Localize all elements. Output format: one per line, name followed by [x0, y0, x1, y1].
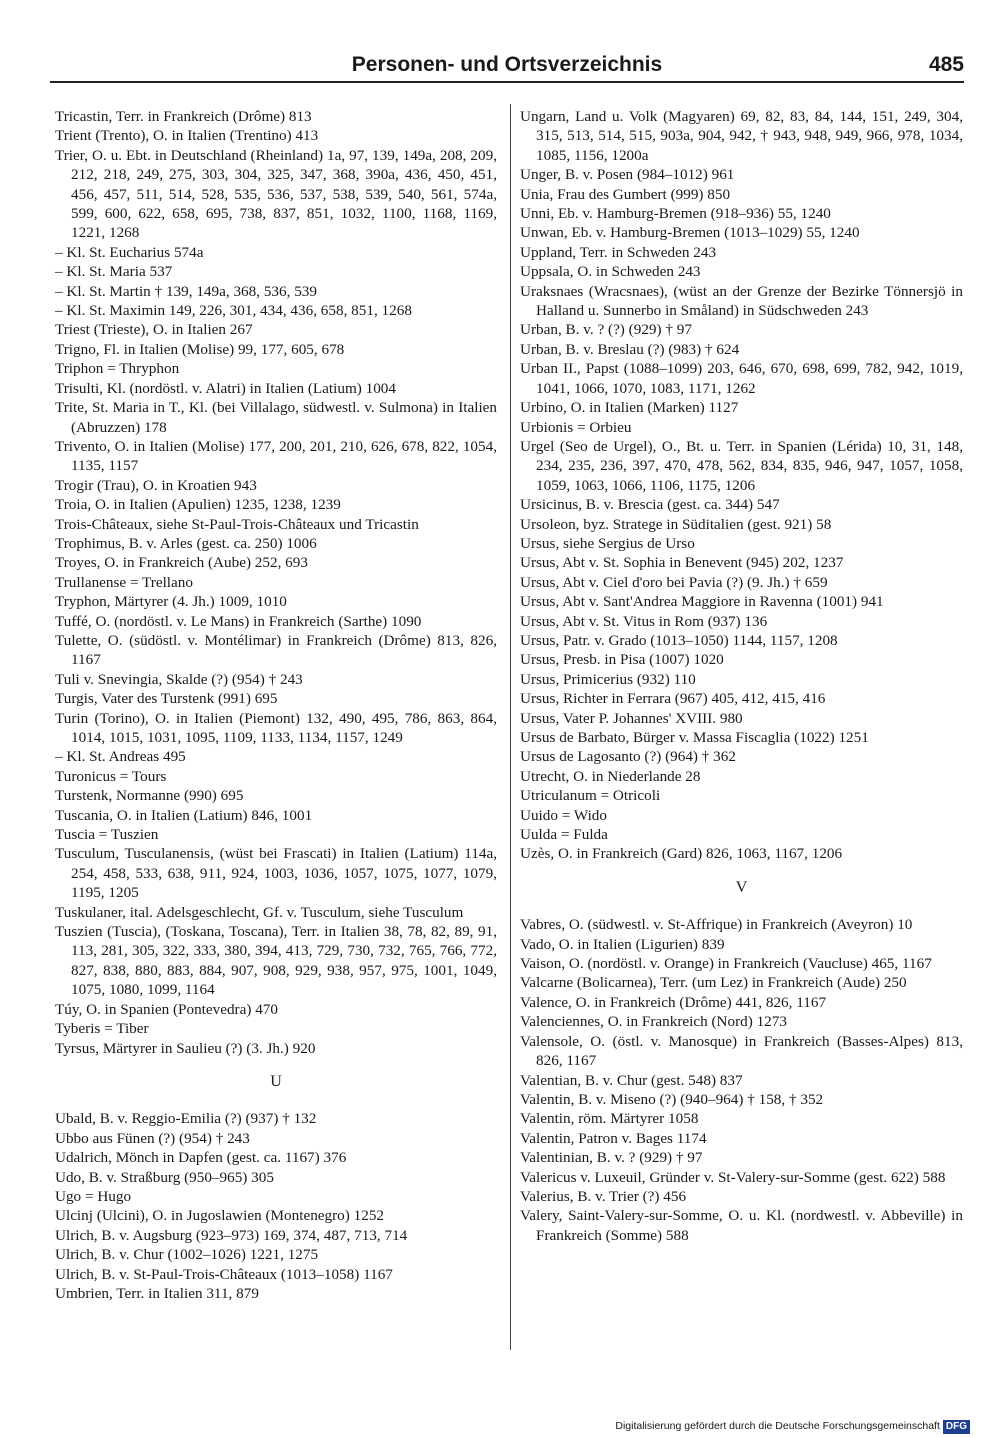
index-entry: Ursus, Abt v. Ciel d'oro bei Pavia (?) (9. Jh.) † 659: [520, 573, 828, 591]
index-entry: Turgis, Vater des Turstenk (991) 695: [55, 690, 278, 708]
index-entry: Ulrich, B. v. St-Paul-Trois-Châteaux (1013–1058) 1167: [55, 1265, 393, 1283]
index-entry: Uppland, Terr. in Schweden 243: [520, 243, 717, 261]
index-entry: Unwan, Eb. v. Hamburg-Bremen (1013–1029) 55, 1240: [520, 224, 860, 242]
index-entry: Valerius, B. v. Trier (?) 456: [520, 1187, 687, 1205]
index-entry: Triphon = Thryphon: [55, 360, 180, 378]
index-entry: Turonicus = Tours: [55, 767, 167, 785]
index-entry: Urbino, O. in Italien (Marken) 1127: [520, 399, 739, 417]
index-entry: Ursus, Abt v. St. Sophia in Benevent (945) 202, 1237: [520, 554, 844, 572]
index-entry: Tuli v. Snevingia, Skalde (?) (954) † 243: [55, 670, 303, 688]
left-column: [55, 107, 497, 1303]
index-entry: Tyberis = Tiber: [55, 1020, 149, 1038]
left-entries: [55, 107, 497, 1058]
index-entry: Ursus, Presb. in Pisa (1007) 1020: [520, 651, 724, 669]
index-entry: Uuido = Wido: [520, 806, 607, 824]
index-entry: Ursus, Abt v. St. Vitus in Rom (937) 136: [520, 612, 768, 630]
index-entry: Unia, Frau des Gumbert (999) 850: [520, 185, 731, 203]
index-entry: Ursus de Barbato, Bürger v. Massa Fiscaglia (1022) 1251: [520, 729, 869, 746]
index-entry: Ulcinj (Ulcini), O. in Jugoslawien (Montenegro) 1252: [55, 1207, 385, 1225]
index-entry: Trite, St. Maria in T., Kl. (bei Villalago, südwestl. v. Sulmona) in Italien (Abruzzen) 178: [55, 399, 497, 436]
index-entry: Ursus, Richter in Ferrara (967) 405, 412, 415, 416: [520, 690, 826, 708]
page-header: [50, 52, 964, 82]
index-entry: – Kl. St. Martin † 139, 149a, 368, 536, 539: [55, 282, 317, 300]
index-entry: Utrecht, O. in Niederlande 28: [520, 767, 701, 785]
index-entry: Ugo = Hugo: [55, 1187, 132, 1205]
index-entry: Uraksnaes (Wracsnaes), (wüst an der Grenze der Bezirke Tönnersjö in Halland u. Sunnerbo in Småland) in Südschweden 243: [520, 282, 963, 320]
footer-text: Digitalisierung gefördert durch die Deutsche Forschungsgemeinschaft: [615, 1420, 940, 1432]
index-entry: Urbionis = Orbieu: [520, 418, 632, 436]
index-entry: Tulette, O. (südöstl. v. Montélimar) in Frankreich (Drôme) 813, 826, 1167: [55, 631, 497, 669]
index-entry: Ubbo aus Fünen (?) (954) † 243: [55, 1129, 250, 1147]
index-entry: Trogir (Trau), O. in Kroatien 943: [55, 476, 257, 494]
index-entry: Vabres, O. (südwestl. v. St-Affrique) in Frankreich (Aveyron) 10: [520, 916, 913, 934]
index-entry: Trivento, O. in Italien (Molise) 177, 200, 201, 210, 626, 678, 822, 1054, 1135, 1157: [55, 437, 497, 475]
u-entries: [55, 1109, 497, 1303]
section-heading-u: U: [270, 1072, 282, 1090]
index-entry: Trois-Châteaux, siehe St-Paul-Trois-Châteaux und Tricastin: [55, 515, 419, 533]
index-entry: Valentinian, B. v. ? (929) † 97: [520, 1149, 703, 1167]
index-entry: – Kl. St. Maximin 149, 226, 301, 434, 436, 658, 851, 1268: [55, 302, 412, 320]
index-entry: Trient (Trento), O. in Italien (Trentino) 413: [55, 127, 319, 145]
index-entry: Trigno, Fl. in Italien (Molise) 99, 177, 605, 678: [55, 340, 345, 358]
index-entry: Tuszien (Tuscia), (Toskana, Toscana), Terr. in Italien 38, 78, 82, 89, 91, 113, 281, 305, 322, 333, 380, 394, 413, 729, 730, 732, 765, 766, 772, 827, 838, 880, 883, 884, 907, 908, 929, 938, 957, 975, 1001, 1049, 1075, 1080, 1099, 1164: [55, 923, 497, 999]
index-entry: Trophimus, B. v. Arles (gest. ca. 250) 1006: [55, 534, 317, 552]
index-entry: Tuffé, O. (nordöstl. v. Le Mans) in Frankreich (Sarthe) 1090: [55, 612, 422, 630]
index-entry: Uppsala, O. in Schweden 243: [520, 263, 701, 281]
index-entry: Ungarn, Land u. Volk (Magyaren) 69, 82, 83, 84, 144, 151, 249, 304, 315, 513, 514, 515, 903a, 904, 942, † 943, 948, 949, 966, 978, 1034, 1085, 1156, 1200a: [520, 108, 963, 164]
index-entry: Valentin, röm. Märtyrer 1058: [520, 1110, 699, 1128]
index-entry: Ursus, Abt v. Sant'Andrea Maggiore in Ravenna (1001) 941: [520, 593, 884, 611]
index-entry: Umbrien, Terr. in Italien 311, 879: [55, 1284, 259, 1302]
index-entry: Udalrich, Mönch in Dapfen (gest. ca. 1167) 376: [55, 1149, 347, 1167]
index-entry: Triest (Trieste), O. in Italien 267: [55, 321, 253, 339]
page-number: 485: [928, 53, 964, 76]
index-entry: Urban II., Papst (1088–1099) 203, 646, 670, 698, 699, 782, 942, 1019, 1041, 1066, 1070, 1083, 1171, 1262: [520, 360, 963, 397]
index-entry: – Kl. St. Maria 537: [55, 263, 173, 281]
index-entry: Uzès, O. in Frankreich (Gard) 826, 1063, 1167, 1206: [520, 845, 843, 863]
index-entry: – Kl. St. Andreas 495: [55, 748, 186, 766]
section-heading-v: V: [735, 878, 748, 896]
right-entries: [520, 107, 963, 864]
index-entry: Ursus, Primicerius (932) 110: [520, 670, 696, 688]
index-entry: Valery, Saint-Valery-sur-Somme, O. u. Kl. (nordwestl. v. Abbeville) in Frankreich (Somme) 588: [520, 1207, 963, 1244]
index-entry: Ubald, B. v. Reggio-Emilia (?) (937) † 132: [55, 1110, 317, 1128]
header-rule: [50, 81, 964, 83]
index-entry: Valentian, B. v. Chur (gest. 548) 837: [520, 1071, 743, 1089]
right-column: [520, 107, 963, 1245]
index-entry: Ursicinus, B. v. Brescia (gest. ca. 344) 547: [520, 496, 780, 514]
index-entry: Unni, Eb. v. Hamburg-Bremen (918–936) 55, 1240: [520, 205, 831, 223]
index-entry: Ursus de Lagosanto (?) (964) † 362: [520, 748, 736, 766]
index-entry: Valentin, Patron v. Bages 1174: [520, 1129, 707, 1147]
index-entry: – Kl. St. Eucharius 574a: [55, 243, 204, 261]
dfg-logo: DFG: [943, 1420, 970, 1434]
page-title: Personen- und Ortsverzeichnis: [351, 53, 663, 76]
index-entry: Troyes, O. in Frankreich (Aube) 252, 693: [55, 554, 308, 572]
index-entry: Unger, B. v. Posen (984–1012) 961: [520, 166, 735, 184]
index-entry: Tryphon, Märtyrer (4. Jh.) 1009, 1010: [55, 593, 287, 611]
index-entry: Udo, B. v. Straßburg (950–965) 305: [55, 1168, 274, 1186]
index-entry: Turstenk, Normanne (990) 695: [55, 787, 244, 805]
index-entry: Ursoleon, byz. Stratege in Süditalien (gest. 921) 58: [520, 515, 832, 533]
index-entry: Urban, B. v. ? (?) (929) † 97: [520, 321, 692, 339]
dfg-footer: [615, 1418, 970, 1434]
index-entry: Valcarne (Bolicarnea), Terr. (um Lez) in Frankreich (Aude) 250: [520, 974, 907, 992]
index-entry: Tuscia = Tuszien: [55, 826, 159, 844]
index-entry: Valenciennes, O. in Frankreich (Nord) 1273: [520, 1013, 787, 1031]
index-entry: Valence, O. in Frankreich (Drôme) 441, 826, 1167: [520, 993, 827, 1011]
index-entry: Turin (Torino), O. in Italien (Piemont) 132, 490, 495, 786, 863, 864, 1014, 1015, 1031, 1095, 1109, 1133, 1134, 1157, 1249: [55, 709, 497, 746]
index-entry: Tusculum, Tusculanensis, (wüst bei Frascati) in Italien (Latium) 114a, 254, 458, 533, 638, 911, 924, 1003, 1036, 1057, 1075, 1077, 1079, 1195, 1205: [55, 845, 497, 902]
index-entry: Urban, B. v. Breslau (?) (983) † 624: [520, 340, 740, 358]
index-entry: Tricastin, Terr. in Frankreich (Drôme) 813: [55, 108, 312, 125]
column-divider: [510, 104, 511, 1350]
index-entry: Troia, O. in Italien (Apulien) 1235, 1238, 1239: [55, 496, 341, 514]
index-entry: Ursus, Vater P. Johannes' XVIII. 980: [520, 709, 743, 727]
index-entry: Valensole, O. (östl. v. Manosque) in Frankreich (Basses-Alpes) 813, 826, 1167: [520, 1032, 963, 1070]
index-entry: Trier, O. u. Ebt. in Deutschland (Rheinland) 1a, 97, 139, 149a, 208, 209, 212, 218, 249, 275, 303, 304, 325, 347, 368, 390a, 436, 450, 451, 456, 457, 511, 514, 528, 535, 536, 537, 538, 539, 540, 561, 574a, 599, 600, 622, 658, 695, 738, 837, 851, 1032, 1100, 1168, 1169, 1221, 1268: [55, 146, 497, 242]
index-entry: Urgel (Seo de Urgel), O., Bt. u. Terr. in Spanien (Lérida) 10, 31, 148, 234, 235, 236, 397, 470, 478, 562, 834, 835, 946, 947, 1057, 1058, 1059, 1063, 1066, 1106, 1175, 1206: [520, 437, 963, 494]
index-entry: Ulrich, B. v. Chur (1002–1026) 1221, 1275: [55, 1246, 319, 1264]
index-entry: Tuscania, O. in Italien (Latium) 846, 1001: [55, 806, 313, 824]
index-entry: Túy, O. in Spanien (Pontevedra) 470: [55, 1000, 278, 1018]
index-entry: Ulrich, B. v. Augsburg (923–973) 169, 374, 487, 713, 714: [55, 1226, 408, 1244]
index-entry: Ursus, siehe Sergius de Urso: [520, 534, 695, 552]
index-entry: Valentin, B. v. Miseno (?) (940–964) † 158, † 352: [520, 1090, 824, 1108]
v-entries: [520, 915, 963, 1245]
index-entry: Vado, O. in Italien (Ligurien) 839: [520, 935, 725, 953]
index-entry: Trisulti, Kl. (nordöstl. v. Alatri) in Italien (Latium) 1004: [55, 379, 396, 397]
index-entry: Tuskulaner, ital. Adelsgeschlecht, Gf. v. Tusculum, siehe Tusculum: [55, 903, 464, 921]
index-entry: Uulda = Fulda: [520, 826, 608, 844]
index-entry: Trullanense = Trellano: [55, 573, 193, 591]
index-entry: Vaison, O. (nordöstl. v. Orange) in Frankreich (Vaucluse) 465, 1167: [520, 955, 932, 973]
index-entry: Utriculanum = Otricoli: [520, 787, 661, 805]
index-entry: Ursus, Patr. v. Grado (1013–1050) 1144, 1157, 1208: [520, 631, 838, 649]
index-entry: Valericus v. Luxeuil, Gründer v. St-Valery-sur-Somme (gest. 622) 588: [520, 1168, 946, 1186]
index-entry: Tyrsus, Märtyrer in Saulieu (?) (3. Jh.) 920: [55, 1039, 316, 1057]
